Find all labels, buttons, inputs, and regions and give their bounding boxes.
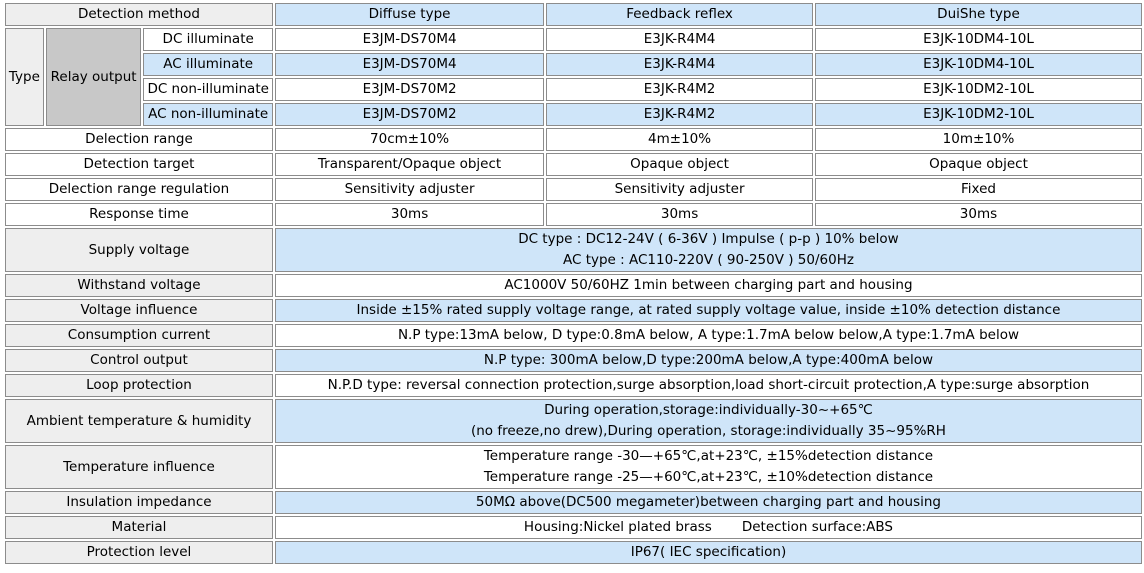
model-cell: E3JM-DS70M2 xyxy=(275,78,544,101)
spec-line: During operation,storage:individually-30~+65℃ xyxy=(544,402,873,418)
model-cell: E3JK-10DM2-10L xyxy=(815,78,1142,101)
property-label: Detection target xyxy=(5,153,273,176)
property-label: Response time xyxy=(5,203,273,226)
spec-value: N.P type:13mA below, D type:0.8mA below, A type:1.7mA below below,A type:1.7mA below xyxy=(275,324,1142,347)
relay-output-label: Relay output xyxy=(46,28,142,126)
property-row xyxy=(5,178,1142,201)
spec-value: Housing:Nickel plated brass Detection surface:ABS xyxy=(275,516,1142,539)
spec-label: Temperature influence xyxy=(5,445,273,489)
spec-row xyxy=(5,516,1142,539)
spec-line: AC type : AC110-220V ( 90-250V ) 50/60Hz xyxy=(562,252,854,268)
detection-method-header: Detection method xyxy=(5,3,273,26)
property-label: Delection range regulation xyxy=(5,178,273,201)
spec-row xyxy=(5,541,1142,564)
model-row xyxy=(5,103,1142,126)
model-row xyxy=(5,28,1142,51)
spec-row xyxy=(5,274,1142,297)
property-value: Sensitivity adjuster xyxy=(275,178,544,201)
column-header-duishe: DuiShe type xyxy=(815,3,1142,26)
column-header-feedback: Feedback reflex xyxy=(546,3,813,26)
property-value: 30ms xyxy=(275,203,544,226)
property-value: 30ms xyxy=(546,203,813,226)
model-cell: E3JK-R4M4 xyxy=(546,28,813,51)
spec-value xyxy=(275,445,1142,489)
spec-label: Control output xyxy=(5,349,273,372)
property-value: 4m±10% xyxy=(546,128,813,151)
spec-row xyxy=(5,324,1142,347)
spec-table xyxy=(3,1,1144,566)
spec-value xyxy=(275,399,1142,443)
spec-label: Supply voltage xyxy=(5,228,273,272)
type-label: Type xyxy=(5,28,44,126)
model-row xyxy=(5,53,1142,76)
spec-label: Insulation impedance xyxy=(5,491,273,514)
model-cell: E3JK-10DM4-10L xyxy=(815,53,1142,76)
model-cell: E3JM-DS70M2 xyxy=(275,103,544,126)
spec-row xyxy=(5,445,1142,489)
spec-row xyxy=(5,374,1142,397)
spec-row xyxy=(5,228,1142,272)
spec-row xyxy=(5,399,1142,443)
property-value: Fixed xyxy=(815,178,1142,201)
model-cell: E3JK-10DM2-10L xyxy=(815,103,1142,126)
property-row xyxy=(5,203,1142,226)
property-label: Delection range xyxy=(5,128,273,151)
spec-label: Ambient temperature & humidity xyxy=(5,399,273,443)
spec-label: Consumption current xyxy=(5,324,273,347)
header-row xyxy=(5,3,1142,26)
model-row-label: DC illuminate xyxy=(143,28,273,51)
model-cell: E3JK-R4M4 xyxy=(546,53,813,76)
spec-line: Temperature range -25—+60℃,at+23℃, ±10%detection distance xyxy=(483,469,934,485)
property-row xyxy=(5,153,1142,176)
spec-line: DC type : DC12-24V ( 6-36V ) Impulse ( p-p ) 10% below xyxy=(518,231,899,247)
property-value: 70cm±10% xyxy=(275,128,544,151)
property-value: Sensitivity adjuster xyxy=(546,178,813,201)
model-cell: E3JM-DS70M4 xyxy=(275,28,544,51)
spec-value: 50MΩ above(DC500 megameter)between charging part and housing xyxy=(275,491,1142,514)
spec-value: Inside ±15% rated supply voltage range, at rated supply voltage value, inside ±10% detection distance xyxy=(275,299,1142,322)
property-row xyxy=(5,128,1142,151)
spec-value: N.P.D type: reversal connection protection,surge absorption,load short-circuit protection,A type:surge absorption xyxy=(275,374,1142,397)
model-row-label: DC non-illuminate xyxy=(143,78,273,101)
spec-line: Temperature range -30—+65℃,at+23℃, ±15%detection distance xyxy=(483,448,934,464)
spec-value: N.P type: 300mA below,D type:200mA below,A type:400mA below xyxy=(275,349,1142,372)
model-cell: E3JK-10DM4-10L xyxy=(815,28,1142,51)
property-value: 30ms xyxy=(815,203,1142,226)
spec-label: Voltage influence xyxy=(5,299,273,322)
property-value: Transparent/Opaque object xyxy=(275,153,544,176)
column-header-diffuse: Diffuse type xyxy=(275,3,544,26)
spec-value xyxy=(275,228,1142,272)
model-row-label: AC illuminate xyxy=(143,53,273,76)
model-cell: E3JM-DS70M4 xyxy=(275,53,544,76)
spec-label: Withstand voltage xyxy=(5,274,273,297)
spec-row xyxy=(5,299,1142,322)
model-row-label: AC non-illuminate xyxy=(143,103,273,126)
spec-row xyxy=(5,349,1142,372)
property-value: Opaque object xyxy=(546,153,813,176)
spec-label: Protection level xyxy=(5,541,273,564)
spec-value: IP67( IEC specification) xyxy=(275,541,1142,564)
spec-label: Loop protection xyxy=(5,374,273,397)
model-row xyxy=(5,78,1142,101)
model-cell: E3JK-R4M2 xyxy=(546,78,813,101)
spec-line: (no freeze,no drew),During operation, storage:individually 35~95%RH xyxy=(470,423,946,439)
property-value: 10m±10% xyxy=(815,128,1142,151)
spec-label: Material xyxy=(5,516,273,539)
model-cell: E3JK-R4M2 xyxy=(546,103,813,126)
spec-row xyxy=(5,491,1142,514)
spec-value: AC1000V 50/60HZ 1min between charging part and housing xyxy=(275,274,1142,297)
property-value: Opaque object xyxy=(815,153,1142,176)
